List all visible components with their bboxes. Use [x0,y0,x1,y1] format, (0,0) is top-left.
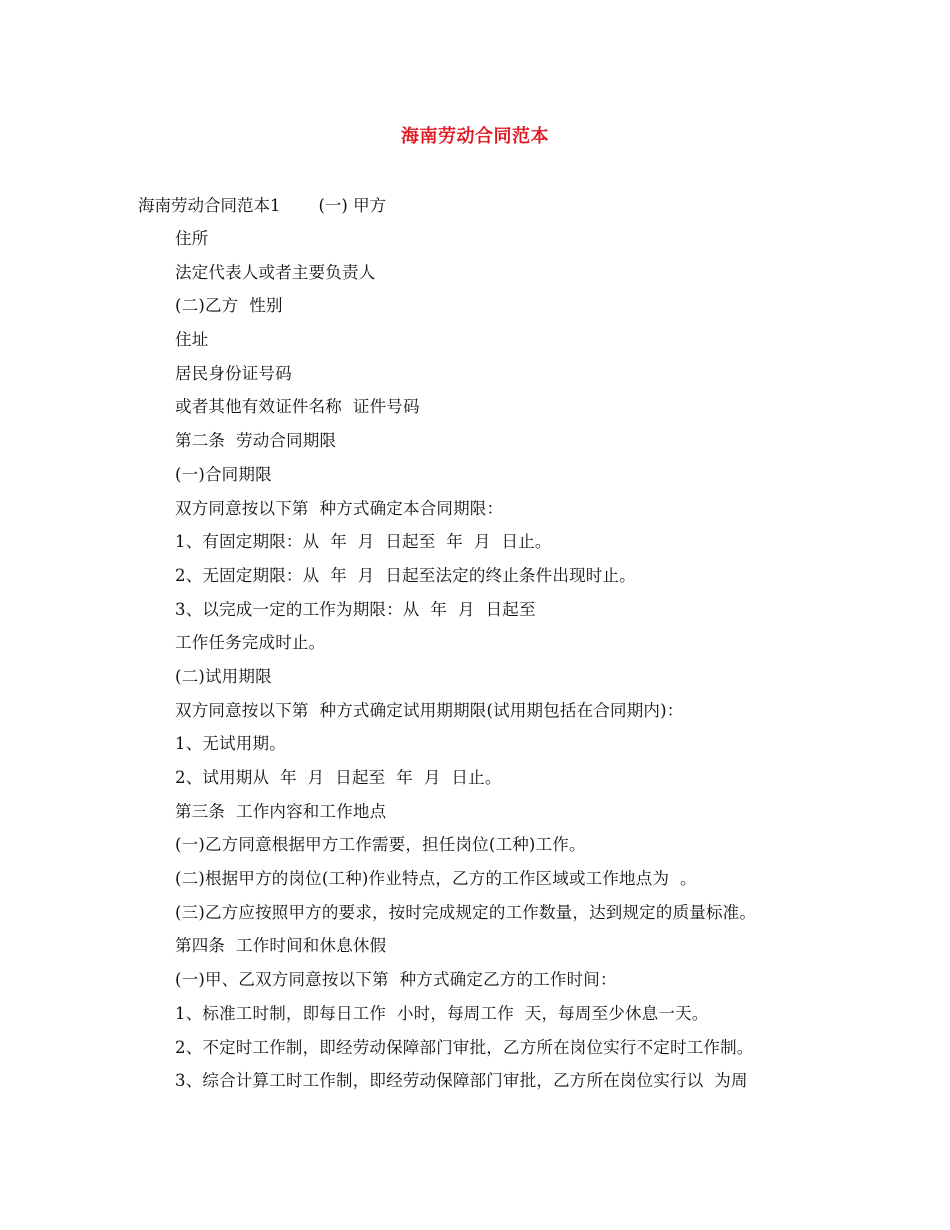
body-line: 2、不定时工作制，即经劳动保障部门审批，乙方所在岗位实行不定时工作制。 [175,1037,754,1057]
contract-heading: 海南劳动合同范本1 [138,196,281,215]
document-title: 海南劳动合同范本 [401,126,549,147]
contract-body [175,227,875,1103]
body-line: 2、试用期从 年 月 日起至 年 月 日止。 [175,768,502,787]
section-heading: 第三条 工作内容和工作地点 [175,801,387,821]
contract-heading-line [138,194,386,218]
body-line: (二)乙方 性别 [175,296,283,316]
body-line: 3、综合计算工时工作制，即经劳动保障部门审批，乙方所在岗位实行以 为周 [175,1071,748,1091]
body-line: 住址 [175,330,209,350]
body-line: 或者其他有效证件名称 证件号码 [175,397,420,417]
body-line: (一)合同期限 [175,464,272,484]
body-line: 1、有固定期限：从 年 月 日起至 年 月 日止。 [175,532,552,552]
body-line: (一)乙方同意根据甲方工作需要，担任岗位(工种)工作。 [175,835,586,855]
party-a-label: (一) 甲方 [318,196,387,215]
body-line: (一)甲、乙双方同意按以下第 种方式确定乙方的工作时间： [175,970,617,990]
body-line: 双方同意按以下第 种方式确定试用期期限(试用期包括在合同期内)： [175,700,684,720]
section-heading: 第二条 劳动合同期限 [175,431,337,451]
body-line: 法定代表人或者主要负责人 [175,262,376,282]
body-line: 2、无固定期限：从 年 月 日起至法定的终止条件出现时止。 [175,565,636,585]
body-line: 工作任务完成时止。 [175,633,326,653]
body-line: (三)乙方应按照甲方的要求，按时完成规定的工作数量，达到规定的质量标准。 [175,902,757,922]
body-line: 3、以完成一定的工作为期限：从 年 月 日起至 [175,599,536,619]
body-line: 居民身份证号码 [175,363,292,383]
body-line: 1、标准工时制，即每日工作 小时，每周工作 天，每周至少休息一天。 [175,1003,709,1023]
body-line: 双方同意按以下第 种方式确定本合同期限： [175,498,504,518]
body-line: (二)根据甲方的岗位(工种)作业特点，乙方的工作区域或工作地点为 。 [175,869,697,889]
body-line: 1、无试用期。 [175,734,286,754]
body-line: (二)试用期限 [175,666,272,686]
section-heading: 第四条 工作时间和休息休假 [175,936,387,956]
body-line: 住所 [175,229,209,248]
